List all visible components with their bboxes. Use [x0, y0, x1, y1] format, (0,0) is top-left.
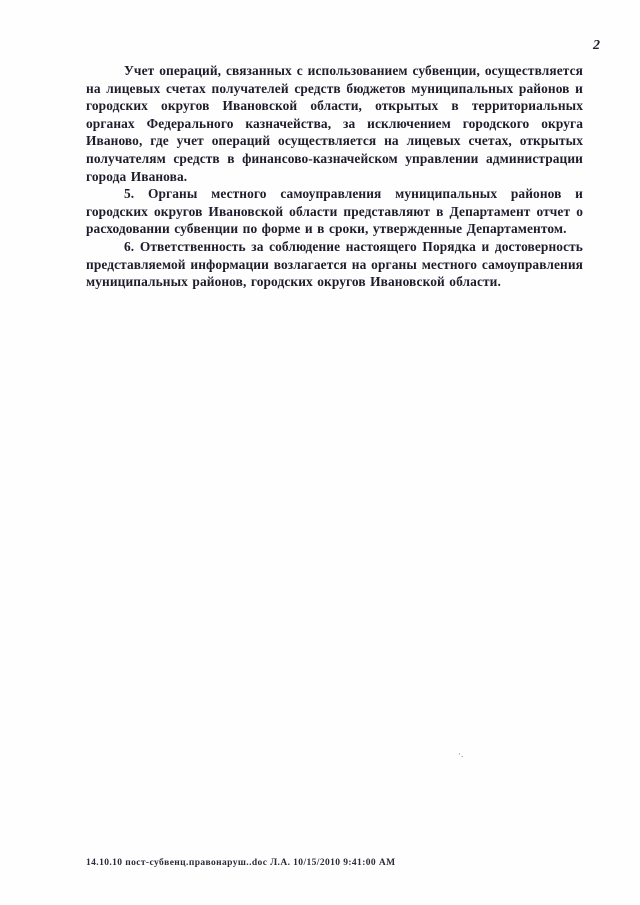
paragraph-item-5-reporting: 5. Органы местного самоуправления муниципальных районов и городских округов Ивановской области представляют в Департамент отчет о расходовании субвенции по форме и в сроки, утвержденные Департаментом. — [86, 186, 583, 237]
footer-file-info: 14.10.10 пост-субвенц.правонаруш..doc Л.А. 10/15/2010 9:41:00 AM — [86, 858, 396, 868]
scan-artifact: ·. — [458, 749, 464, 759]
page-number: 2 — [593, 38, 600, 53]
document-body — [86, 62, 583, 291]
paragraph-subvention-accounting: Учет операций, связанных с использованием субвенции, осуществляется на лицевых счетах получателей средств бюджетов муниципальных районов и городских округов Ивановской области, открытых в территориальных органах Федерального казначейства, за исключением городского округа Иваново, где учет операций осуществляется на лицевых счетах, открытых получателям средств в финансово-казначейском управлении администрации города Иванова. — [86, 63, 583, 184]
paragraph-item-6-responsibility: 6. Ответственность за соблюдение настоящего Порядка и достоверность представляемой информации возлагается на органы местного самоуправления муниципальных районов, городских округов Ивановской области. — [86, 238, 583, 290]
